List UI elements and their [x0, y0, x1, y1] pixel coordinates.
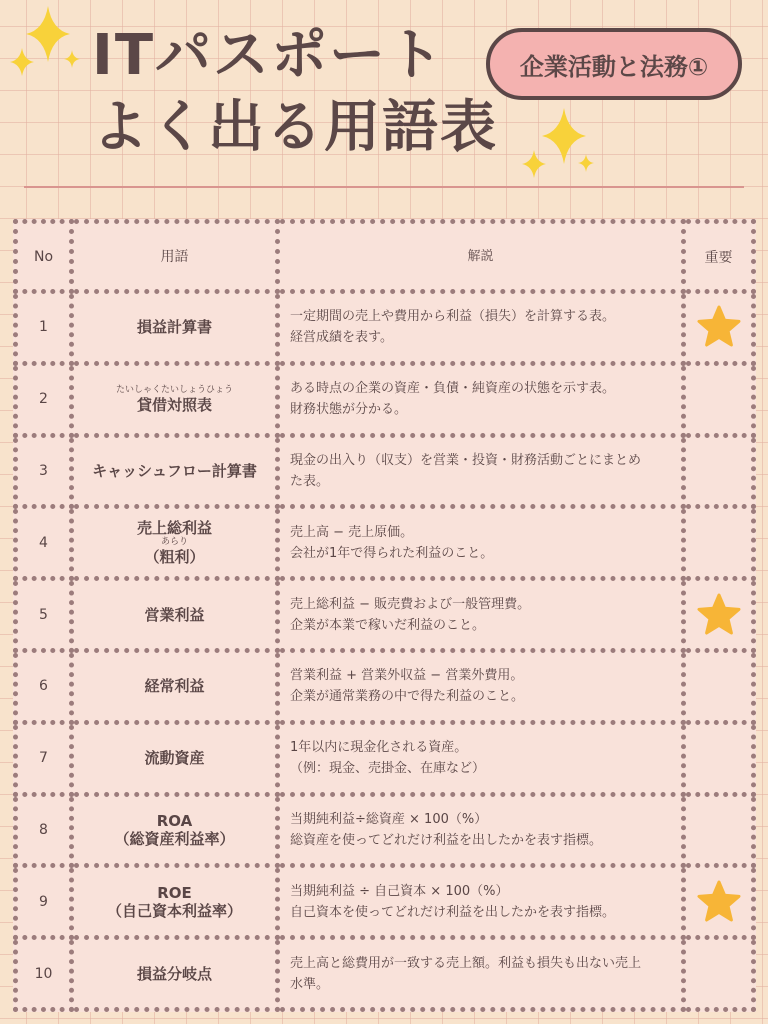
description-cell — [278, 938, 684, 1010]
table-row — [16, 507, 754, 579]
sparkle-icon — [520, 104, 600, 184]
term-reading: あらり — [160, 537, 188, 548]
term-name: ROA — [156, 811, 193, 830]
row-number: 4 — [16, 507, 72, 579]
term-cell — [72, 794, 278, 866]
sparkle-icon — [4, 4, 86, 84]
table-row — [16, 292, 754, 364]
row-number: 5 — [16, 579, 72, 651]
description-line: 企業が通常業務の中で得た利益のこと。 — [290, 689, 525, 705]
table-header-row — [16, 222, 754, 292]
importance-cell — [684, 435, 754, 507]
description-line: 会社が1年で得られた利益のこと。 — [290, 545, 494, 561]
column-header-no: No — [16, 222, 72, 292]
description-cell — [278, 794, 684, 866]
column-header-description: 解説 — [278, 222, 684, 292]
term-name: 損益分岐点 — [136, 964, 212, 983]
term-name: 流動資産 — [144, 749, 205, 768]
description-cell — [278, 650, 684, 722]
table-row — [16, 794, 754, 866]
description-cell — [278, 363, 684, 435]
description-cell — [278, 292, 684, 364]
description-line: 売上高と総費用が一致する売上額。利益も損失も出ない売上 — [290, 955, 642, 971]
description-line: 経営成績を表す。 — [290, 330, 393, 346]
description-line: ある時点の企業の資産・負債・純資産の状態を示す表。 — [290, 381, 616, 397]
term-name: ROE — [157, 883, 192, 902]
term-name: 損益計算書 — [136, 318, 212, 337]
table-row — [16, 363, 754, 435]
term-cell — [72, 579, 278, 651]
description-line: た表。 — [290, 473, 330, 489]
description-line: 自己資本を使ってどれだけ利益を出したかを表す指標。 — [290, 904, 616, 920]
row-number: 9 — [16, 866, 72, 938]
description-line: （例：現金、売掛金、在庫など） — [290, 761, 486, 777]
term-cell — [72, 292, 278, 364]
term-note: （粗利） — [144, 548, 205, 567]
term-cell — [72, 722, 278, 794]
description-cell — [278, 866, 684, 938]
table-row — [16, 579, 754, 651]
term-cell — [72, 866, 278, 938]
table-row — [16, 650, 754, 722]
importance-cell — [684, 650, 754, 722]
description-cell — [278, 435, 684, 507]
row-number: 1 — [16, 292, 72, 364]
glossary-table-container — [13, 219, 751, 1007]
description-line: 営業利益 + 営業外収益 − 営業外費用。 — [290, 668, 524, 684]
importance-cell — [684, 794, 754, 866]
description-line: 水準。 — [290, 976, 330, 992]
star-icon — [696, 305, 742, 349]
description-cell — [278, 579, 684, 651]
term-note: （総資産利益率） — [114, 829, 235, 848]
description-line: 現金の出入り（収支）を営業・投資・財務活動ごとにまとめ — [290, 452, 642, 468]
importance-cell — [684, 938, 754, 1010]
column-header-term: 用語 — [72, 222, 278, 292]
row-number: 6 — [16, 650, 72, 722]
page-title — [92, 24, 498, 160]
title-divider — [24, 186, 744, 188]
importance-cell — [684, 292, 754, 364]
term-cell — [72, 938, 278, 1010]
description-line: 当期純利益 ÷ 自己資本 × 100（%） — [290, 883, 509, 899]
term-cell — [72, 507, 278, 579]
term-name: キャッシュフロー計算書 — [92, 461, 257, 480]
term-reading: たいしゃくたいしょうひょう — [115, 384, 233, 395]
row-number: 10 — [16, 938, 72, 1010]
importance-cell — [684, 722, 754, 794]
row-number: 7 — [16, 722, 72, 794]
description-line: 財務状態が分かる。 — [290, 402, 408, 418]
term-name: 売上総利益 — [136, 519, 212, 538]
term-name: 経常利益 — [144, 677, 205, 696]
row-number: 8 — [16, 794, 72, 866]
term-cell — [72, 650, 278, 722]
row-number: 3 — [16, 435, 72, 507]
description-line: 企業が本業で稼いだ利益のこと。 — [290, 617, 486, 633]
description-line: 売上高 − 売上原価。 — [290, 524, 414, 540]
description-cell — [278, 722, 684, 794]
term-name: 営業利益 — [144, 605, 205, 624]
table-row — [16, 435, 754, 507]
term-cell — [72, 363, 278, 435]
importance-cell — [684, 866, 754, 938]
importance-cell — [684, 363, 754, 435]
description-line: 売上総利益 − 販売費および一般管理費。 — [290, 596, 531, 612]
row-number: 2 — [16, 363, 72, 435]
category-badge: 企業活動と法務① — [486, 28, 742, 100]
column-header-importance: 重要 — [684, 222, 754, 292]
star-icon — [696, 593, 742, 637]
description-line: 1年以内に現金化される資産。 — [290, 740, 468, 756]
term-name: 貸借対照表 — [136, 395, 212, 414]
description-line: 総資産を使ってどれだけ利益を出したかを表す指標。 — [290, 832, 603, 848]
title-line-2: よく出る用語表 — [92, 95, 498, 160]
description-line: 一定期間の売上や費用から利益（損失）を計算する表。 — [290, 309, 616, 325]
table-row — [16, 866, 754, 938]
importance-cell — [684, 507, 754, 579]
glossary-table — [13, 219, 756, 1012]
importance-cell — [684, 579, 754, 651]
term-cell — [72, 435, 278, 507]
star-icon — [696, 880, 742, 924]
table-row — [16, 938, 754, 1010]
title-line-1: ITパスポート — [92, 23, 446, 88]
table-row — [16, 722, 754, 794]
term-note: （自己資本利益率） — [106, 901, 242, 920]
description-cell — [278, 507, 684, 579]
description-line: 当期純利益÷総資産 × 100（%） — [290, 811, 488, 827]
